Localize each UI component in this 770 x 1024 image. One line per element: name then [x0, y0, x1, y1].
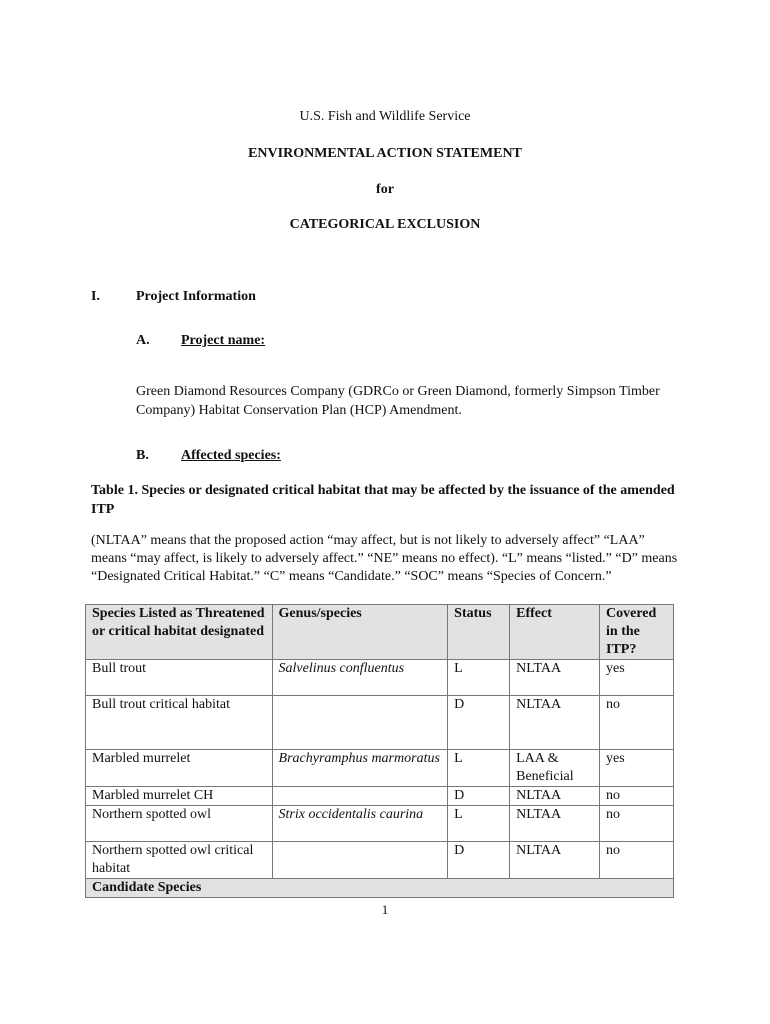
table-row	[86, 806, 674, 842]
effect-cell: NLTAA	[510, 787, 600, 806]
species-cell: Marbled murrelet CH	[86, 787, 273, 806]
document-subtitle: CATEGORICAL EXCLUSION	[289, 217, 481, 232]
section-number: I.	[91, 289, 100, 304]
genus-cell	[272, 842, 448, 879]
table-row	[86, 787, 674, 806]
status-cell: L	[448, 750, 510, 787]
effect-cell: NLTAA	[510, 696, 600, 750]
covered-cell: yes	[600, 750, 674, 787]
status-cell: D	[448, 842, 510, 879]
effect-cell: NLTAA	[510, 660, 600, 696]
table-legend: (NLTAA” means that the proposed action “may affect, but is not likely to adversely affect” “LAA” means “may affect, is likely to adversely affect.” “NE” means no effect). “L” means “listed.” “D” means “Designated Critical Habitat.” “C” means “Candidate.” “SOC” means “Species of Concern.”	[91, 533, 678, 584]
subsection-a-title: Project name:	[181, 333, 266, 348]
subsection-b-letter: B.	[136, 448, 149, 463]
genus-cell	[272, 696, 448, 750]
covered-cell: no	[600, 806, 674, 842]
status-cell: D	[448, 787, 510, 806]
table-row	[86, 660, 674, 696]
candidate-species-row	[86, 879, 674, 898]
subsection-b-title: Affected species:	[181, 448, 281, 463]
header-genus: Genus/species	[272, 605, 448, 660]
subsection-a-letter: A.	[136, 333, 150, 348]
header-status: Status	[448, 605, 510, 660]
species-cell: Bull trout critical habitat	[86, 696, 273, 750]
title-connector: for	[376, 182, 394, 197]
species-cell: Marbled murrelet	[86, 750, 273, 787]
header-species: Species Listed as Threatened or critical habitat designated	[86, 605, 273, 660]
genus-cell: Strix occidentalis caurina	[272, 806, 448, 842]
agency-name: U.S. Fish and Wildlife Service	[299, 109, 471, 124]
table-row	[86, 696, 674, 750]
species-table	[85, 604, 674, 898]
species-cell: Bull trout	[86, 660, 273, 696]
effect-cell: NLTAA	[510, 806, 600, 842]
genus-cell: Brachyramphus marmoratus	[272, 750, 448, 787]
section-title: Project Information	[136, 289, 256, 304]
covered-cell: no	[600, 696, 674, 750]
status-cell: D	[448, 696, 510, 750]
covered-cell: yes	[600, 660, 674, 696]
document-title: ENVIRONMENTAL ACTION STATEMENT	[248, 146, 522, 161]
table-row	[86, 750, 674, 787]
header-covered: Covered in the ITP?	[600, 605, 674, 660]
table-row	[86, 842, 674, 879]
genus-cell: Salvelinus confluentus	[272, 660, 448, 696]
candidate-species-label: Candidate Species	[86, 879, 674, 898]
page-number: 1	[381, 902, 389, 917]
project-name-text: Green Diamond Resources Company (GDRCo or Green Diamond, formerly Simpson Timber Company) Habitat Conservation Plan (HCP) Amendment.	[136, 384, 660, 418]
species-cell: Northern spotted owl	[86, 806, 273, 842]
status-cell: L	[448, 806, 510, 842]
table-caption: Table 1. Species or designated critical habitat that may be affected by the issuance of the amended ITP	[91, 483, 675, 517]
species-cell: Northern spotted owl critical habitat	[86, 842, 273, 879]
status-cell: L	[448, 660, 510, 696]
effect-cell: LAA & Beneficial	[510, 750, 600, 787]
genus-cell	[272, 787, 448, 806]
covered-cell: no	[600, 842, 674, 879]
covered-cell: no	[600, 787, 674, 806]
table-header-row	[86, 605, 674, 660]
effect-cell: NLTAA	[510, 842, 600, 879]
header-effect: Effect	[510, 605, 600, 660]
